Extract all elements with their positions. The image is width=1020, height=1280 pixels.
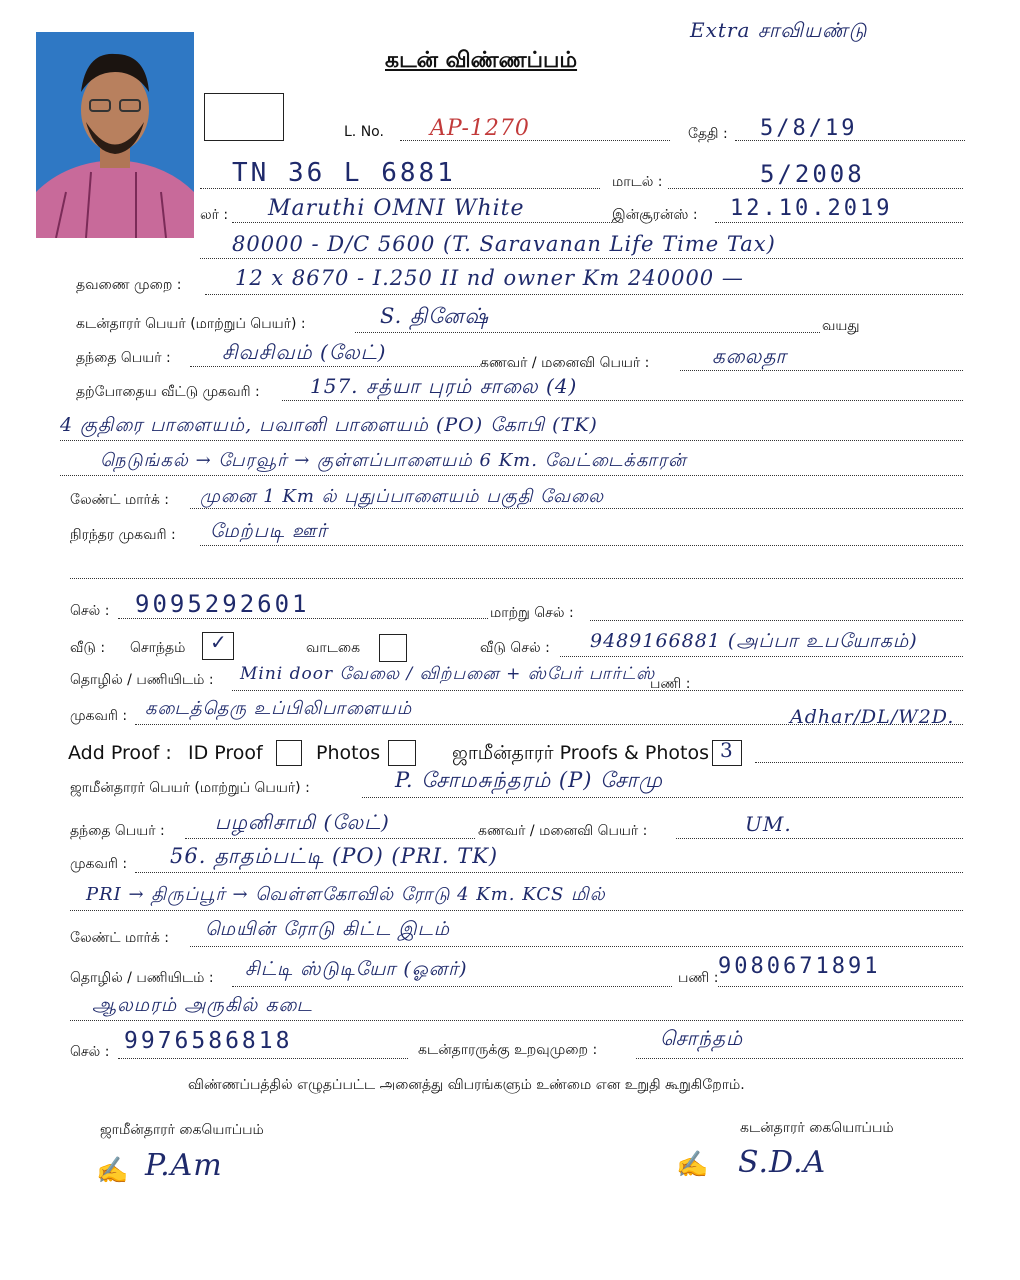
cell-label: செல் : [70,603,110,619]
pen-icon: ✍ [676,1150,709,1180]
guarantor-cell: 9976586818 [124,1028,293,1054]
guarantor-spouse-line [676,838,963,839]
current-address-label: தற்போதைய வீட்டு முகவரி : [76,384,260,400]
guarantor-landmark: மெயின் ரோடு கிட்ட இடம் [205,918,451,940]
guarantor-landmark-line [190,946,963,947]
current-address-3: நெடுங்கல் → பேரவூர் → குள்ளப்பாளையம் 6 Km. வேட்டைக்காரன் [100,450,687,471]
borrower-name-label: கடன்தாரர் பெயர் (மாற்றுப் பெயர்) : [76,316,306,332]
permanent-address-line [200,545,963,546]
job-label: தொழில் / பணியிடம் : [70,672,214,688]
guarantor-address-2: PRI → திருப்பூர் → வெள்ளகோவில் ரோடு 4 Km. KCS மில் [86,884,606,905]
make-line [232,222,612,223]
work-label: பணி : [650,676,691,692]
work-address-label: முகவரி : [70,708,128,724]
vehicle-model: 5/2008 [760,160,865,188]
applicant-photo [36,32,194,238]
reg-line [200,188,600,189]
current-address-2: 4 குதிரை பாளையம், பவானி பாளையம் (PO) கோபி (TK) [60,414,598,436]
id-proof-checkbox[interactable] [276,740,302,766]
vehicle-reg: TN 36 L 6881 [232,158,456,188]
guarantor-proofs-count: 3 [720,738,734,762]
job-line [232,690,963,691]
guarantor-signature-label: ஜாமீன்தாரர் கையொப்பம் [100,1122,264,1138]
current-address-1: 157. சத்யா புரம் சாலை (4) [310,374,578,398]
proofs-line [755,762,963,763]
house-label: வீடு : [70,640,106,656]
loan-no-label: L. No. [344,124,384,140]
date-value: 5/8/19 [760,116,858,141]
guarantor-signature: P.Am [145,1148,223,1183]
relation-line [636,1058,963,1059]
borrower-landmark: முனை 1 Km ல் புதுப்பாளையம் பகுதி வேலை [200,486,605,507]
declaration: விண்ணப்பத்தில் எழுதப்பட்ட அனைத்து விபரங்களும் உண்மை என உறுதி கூறுகிறோம். [188,1077,745,1093]
make-label: லர் : [200,207,229,223]
relation-label: கடன்தாரருக்கு உறவுமுறை : [418,1042,598,1058]
house-cell-label: வீடு செல் : [480,640,550,656]
house-cell: 9489166881 (அப்பா உபயோகம்) [590,630,918,652]
guarantor-spouse-label: கணவர் / மனைவி பெயர் : [478,823,648,839]
father-label: தந்தை பெயர் : [76,350,171,366]
photos-label: Photos [316,742,381,764]
add-proof-label: Add Proof : [68,742,172,764]
guarantor-proofs-label: ஜாமீன்தாரர் Proofs & Photos [452,742,709,764]
guarantor-job-line-2 [70,1020,963,1021]
insurance-value: 12.10.2019 [730,196,893,221]
alt-cell-line [590,620,963,621]
borrower-name-line [355,332,820,333]
borrower-cell: 9095292601 [135,590,310,618]
guarantor-father: பழனிசாமி (லேட்) [215,810,390,834]
guarantor-father-label: தந்தை பெயர் : [70,823,165,839]
model-label: மாடல் : [612,174,663,190]
landmark-label: லேண்ட் மார்க் : [70,492,169,508]
id-proof-label: ID Proof [188,742,263,764]
date-label: தேதி : [688,126,728,142]
vehicle-make: Maruthi OMNI White [268,196,525,221]
guarantor-address-label: முகவரி : [70,856,128,872]
installment-line [205,294,963,295]
borrower-name: S. தினேஷ் [380,304,489,328]
guarantor-job-label: தொழில் / பணியிடம் : [70,970,214,986]
borrower-job: Mini door வேலை / விற்பனை + ஸ்பேர் பார்ட்ஸ் [240,664,656,684]
guarantor-relation: சொந்தம் [660,1026,744,1050]
pen-icon: ✍ [96,1156,129,1186]
guarantor-name-label: ஜாமீன்தாரர் பெயர் (மாற்றுப் பெயர்) : [70,780,310,796]
house-cell-line [560,656,963,657]
guarantor-father-line [185,838,475,839]
guarantor-work-phone: 9080671891 [718,954,881,979]
guarantor-cell-line [118,1058,408,1059]
corner-note: Extra சாவியண்டு [690,18,868,42]
installment-value: 12 x 8670 - I.250 II nd owner Km 240000 — [235,266,744,290]
guarantor-cell-label: செல் : [70,1044,110,1060]
borrower-signature-label: கடன்தாரர் கையொப்பம் [740,1120,894,1136]
permanent-address-line-2 [70,578,963,579]
current-address-line-2 [60,440,963,441]
borrower-spouse: கலைதா [712,344,787,368]
guarantor-job: சிட்டி ஸ்டுடியோ (ஓனர்) [245,958,468,980]
guarantor-address-line-1 [135,872,963,873]
guarantor-work-line [718,986,963,987]
loan-no-value: AP-1270 [430,116,530,141]
current-address-line-3 [60,475,963,476]
guarantor-work-label: பணி : [678,970,719,986]
work-address: கடைத்தெரு உப்பிலிபாளையம் [145,698,413,719]
rent-checkbox[interactable] [379,634,407,662]
alt-cell-label: மாற்று செல் : [490,605,574,621]
guarantor-job-line [232,986,672,987]
guarantor-spouse: UM. [745,812,792,836]
cell-line [118,618,488,619]
own-label: சொந்தம் [130,640,186,656]
model-line [668,188,963,189]
vehicle-price: 80000 - D/C 5600 (T. Saravanan Life Time Tax) [232,232,776,256]
work-address-extra: Adhar/DL/W2D. [790,706,955,728]
form-title: கடன் விண்ணப்பம் [385,48,578,73]
insurance-line [715,222,963,223]
guarantor-name: P. சோமசுந்தரம் (P) சோமு [395,768,663,792]
guarantor-job-line2: ஆலமரம் அருகில் கடை [92,994,313,1016]
borrower-signature: S.D.A [738,1145,827,1180]
age-label: வயது [822,318,860,334]
installment-label: தவணை முறை : [76,277,182,293]
guarantor-name-line [362,797,963,798]
spouse-label: கணவர் / மனைவி பெயர் : [480,355,650,371]
guarantor-landmark-label: லேண்ட் மார்க் : [70,930,169,946]
rent-label: வாடகை [306,640,361,656]
permanent-address-label: நிரந்தர முகவரி : [70,527,176,543]
check-mark-icon: ✓ [210,630,227,654]
blank-box [204,93,284,141]
permanent-address: மேற்படி ஊர் [210,520,328,542]
insurance-label: இன்சூரன்ஸ் : [612,207,698,223]
guarantor-address-line-2 [70,910,963,911]
guarantor-address-1: 56. தாதம்பட்டி (PO) (PRI. TK) [170,844,499,868]
borrower-father: சிவசிவம் (லேட்) [222,340,387,364]
price-line [200,258,963,259]
photos-checkbox[interactable] [388,740,416,766]
